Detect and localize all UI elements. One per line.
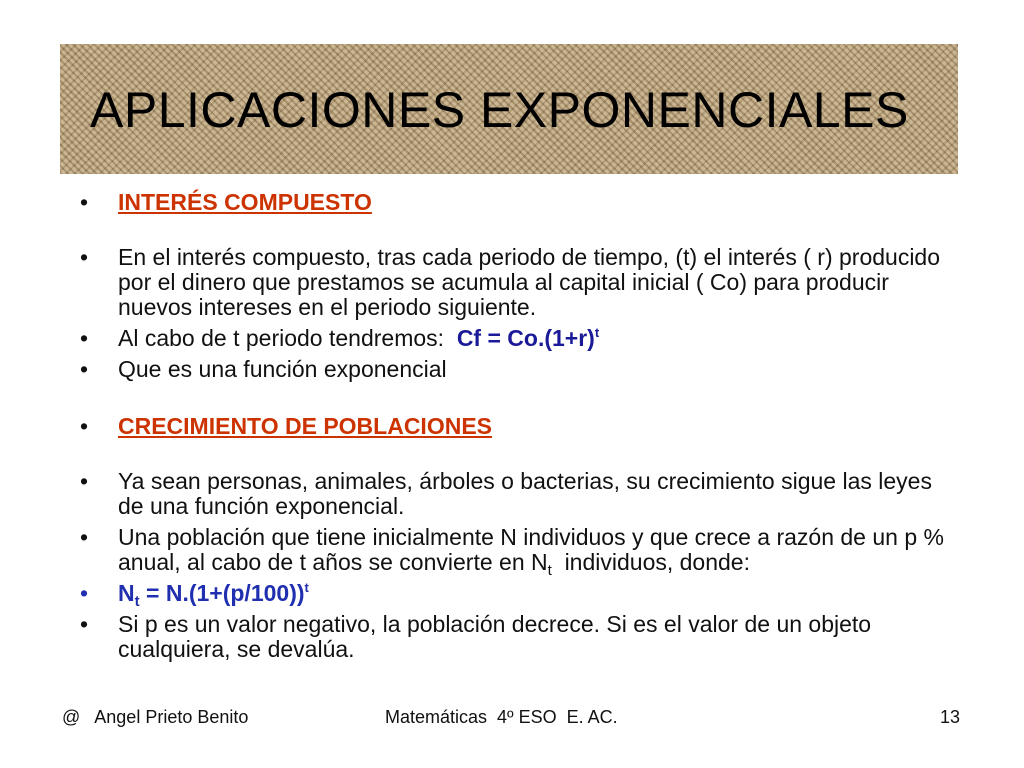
population-para1: Ya sean personas, animales, árboles o bacterias, su crecimiento sigue las leyes de una función exponencial. (118, 468, 932, 519)
bullet-dot: • (80, 189, 89, 215)
bullet-dot: • (80, 468, 89, 494)
population-formula-subscript: t (134, 593, 140, 610)
bullet-compound-para3 (80, 357, 950, 382)
compound-formula-exponent: t (594, 325, 600, 340)
footer-author: @ Angel Prieto Benito (62, 707, 249, 727)
bullet-population-para1 (80, 469, 950, 519)
bullet-dot: • (80, 413, 89, 439)
bullet-dot: • (80, 524, 89, 550)
slide-content (80, 190, 950, 662)
bullet-compound-para1 (80, 245, 950, 320)
population-heading: CRECIMIENTO DE POBLACIONES (118, 413, 492, 439)
bullet-population-para2 (80, 524, 950, 579)
bullet-population-heading (80, 414, 950, 439)
bullet-dot: • (80, 325, 89, 351)
bullet-compound-para2 (80, 326, 950, 351)
bullet-dot: • (80, 244, 89, 270)
footer-course: Matemáticas 4º ESO E. AC. (385, 707, 618, 727)
bullet-dot: • (80, 580, 89, 606)
bullet-dot: • (80, 611, 89, 637)
compound-para1: En el interés compuesto, tras cada periodo de tiempo, (t) el interés ( r) producido por el dinero que prestamos se acumula al capital inicial ( Co) para producir nuevos intereses en el periodo siguiente. (118, 244, 941, 320)
slide-title: APLICACIONES EXPONENCIALES (90, 82, 909, 138)
population-formula (118, 580, 309, 610)
population-para2-suffix: individuos, donde: (551, 549, 750, 575)
population-formula-exponent: t (304, 580, 309, 595)
footer-page-number: 13 (940, 707, 961, 727)
population-para2-subscript: t (547, 562, 552, 579)
bullet-population-para3 (80, 612, 950, 662)
bullet-dot: • (80, 356, 89, 382)
bullet-compound-heading (80, 190, 950, 215)
population-formula-rest: = N.(1+(p/100)) (139, 580, 305, 606)
compound-heading: INTERÉS COMPUESTO (118, 189, 372, 215)
population-para2-prefix: Una población que tiene inicialmente N individuos y que crece a razón de un p % anual, al cabo de t años se convierte en N (118, 524, 944, 575)
population-para3: Si p es un valor negativo, la población decrece. Si es el valor de un objeto cualquiera, se devalúa. (118, 611, 872, 662)
bullet-population-formula (80, 580, 950, 610)
population-formula-base: N (118, 580, 135, 606)
compound-formula (457, 325, 599, 351)
compound-formula-base: Cf = Co.(1+r) (456, 325, 595, 351)
compound-para3: Que es una función exponencial (118, 356, 447, 382)
compound-para2-prefix: Al cabo de t periodo tendremos: (118, 325, 457, 351)
